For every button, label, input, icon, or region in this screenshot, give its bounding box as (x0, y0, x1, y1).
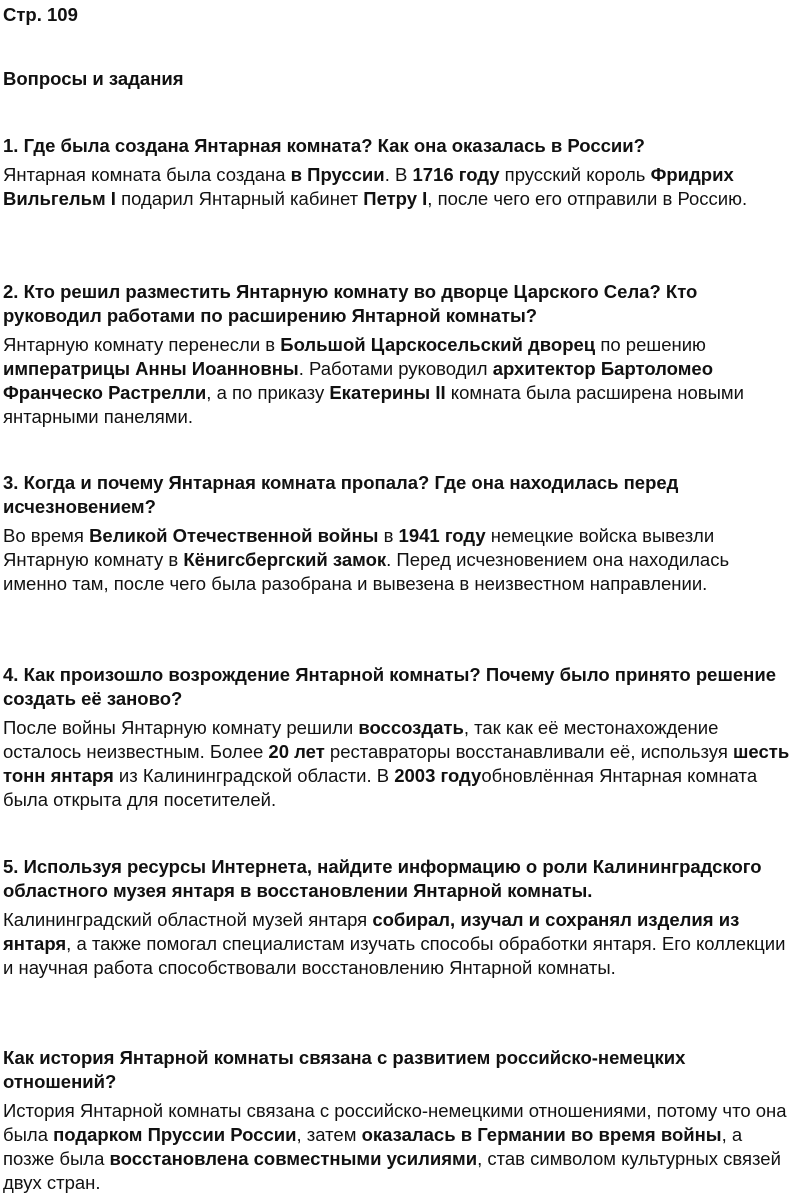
answer-text: Калининградский областной музей янтаря (3, 909, 373, 930)
answer-emphasis: 1716 году (412, 164, 500, 185)
question-block-5 (3, 855, 797, 980)
answer-emphasis: Екатерины II (329, 382, 446, 403)
question-block-3 (3, 471, 797, 596)
answer-2 (3, 333, 797, 429)
answer-text: . Перед исчезновением она находилась именно там, после чего была разобрана и вывезена в неизвестном направлении. (3, 549, 730, 594)
answer-text: по решению (595, 334, 706, 355)
answer-emphasis: собирал, изучал и сохранял изделия из янтаря (3, 909, 740, 954)
answer-text: , так как её местонахождение осталось неизвестным. Более (3, 717, 719, 762)
page-number: Стр. 109 (3, 4, 78, 25)
answer-emphasis: шесть тонн янтаря (3, 741, 790, 786)
answer-text: комната была расширена новыми янтарными панелями. (3, 382, 744, 427)
answer-text: , после чего его отправили в Россию. (427, 188, 748, 209)
answer-emphasis: Кёнигсбергский замок (183, 549, 387, 570)
answer-text: Янтарную комнату перенесли в (3, 334, 281, 355)
question-2: 2. Кто решил разместить Янтарную комнату во дворце Царского Села? Кто руководил работами по расширению Янтарной комнаты? (3, 281, 698, 326)
question-3: 3. Когда и почему Янтарная комната пропала? Где она находилась перед исчезновением? (3, 472, 679, 517)
answer-emphasis: Петру I (363, 188, 428, 209)
answer-emphasis: в Пруссии (290, 164, 385, 185)
answer-text: , затем (296, 1124, 362, 1145)
answer-emphasis: 20 лет (268, 741, 325, 762)
answer-5 (3, 908, 797, 980)
answer-text: прусский король (499, 164, 651, 185)
question-block-6 (3, 1046, 797, 1195)
answer-emphasis: архитектор Бартоломео Франческо Растрелли (3, 358, 714, 403)
answer-text: из Калининградской области. В (113, 765, 395, 786)
answer-emphasis: воссоздать (358, 717, 464, 738)
answer-emphasis: Великой Отечественной войны (89, 525, 379, 546)
section-title: Вопросы и задания (3, 68, 184, 89)
answer-text: . В (384, 164, 413, 185)
answer-text: История Янтарной комнаты связана с российско-немецкими отношениями, потому что она была (3, 1100, 787, 1145)
answer-text: Во время (3, 525, 90, 546)
question-block-1 (3, 134, 797, 211)
answer-text: подарил Янтарный кабинет (115, 188, 364, 209)
answer-emphasis: восстановлена совместными усилиями (109, 1148, 478, 1169)
question-block-4 (3, 663, 797, 812)
answer-4 (3, 716, 797, 812)
answer-text: , а также помогал специалистам изучать способы обработки янтаря. Его коллекции и научная работа способствовали восстановлению Янтарной комнаты. (3, 933, 786, 978)
answer-emphasis: 2003 году (394, 765, 482, 786)
answer-text: . Работами руководил (298, 358, 493, 379)
answer-text: Янтарная комната была создана (3, 164, 291, 185)
answer-text: в (378, 525, 399, 546)
answer-1 (3, 163, 797, 211)
answer-emphasis: императрицы Анны Иоанновны (3, 358, 299, 379)
question-5: 5. Используя ресурсы Интернета, найдите информацию о роли Калининградского областного музея янтаря в восстановлении Янтарной комнаты. (3, 856, 762, 901)
answer-text: обновлённая Янтарная комната была открыта для посетителей. (3, 765, 758, 810)
answer-emphasis: Фридрих Вильгельм I (3, 164, 734, 209)
question-6: Как история Янтарной комнаты связана с развитием российско-немецких отношений? (3, 1047, 686, 1092)
question-4: 4. Как произошло возрождение Янтарной комнаты? Почему было принято решение создать её заново? (3, 664, 776, 709)
answer-text: , а позже была (3, 1124, 743, 1169)
answer-6 (3, 1099, 797, 1195)
answer-emphasis: Большой Царскосельский дворец (280, 334, 596, 355)
answer-text: После войны Янтарную комнату решили (3, 717, 359, 738)
answer-text: , а по приказу (206, 382, 330, 403)
answer-text: немецкие войска вывезли Янтарную комнату в (3, 525, 715, 570)
answer-3 (3, 524, 797, 596)
answer-emphasis: оказалась в Германии во время войны (361, 1124, 722, 1145)
answer-text: , став символом культурных связей двух стран. (3, 1148, 781, 1193)
answer-emphasis: подарком Пруссии России (53, 1124, 297, 1145)
question-block-2 (3, 280, 797, 429)
answer-text: реставраторы восстанавливали её, используя (324, 741, 733, 762)
question-1: 1. Где была создана Янтарная комната? Как она оказалась в России? (3, 135, 645, 156)
answer-emphasis: 1941 году (398, 525, 486, 546)
